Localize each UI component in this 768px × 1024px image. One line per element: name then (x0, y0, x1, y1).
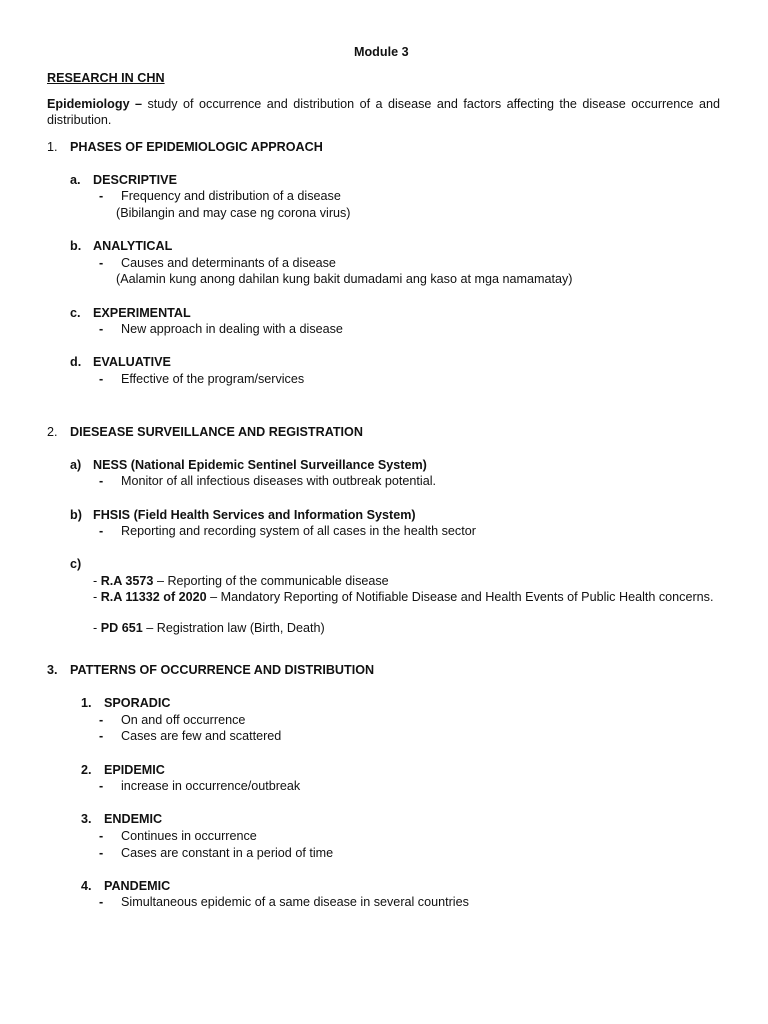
item-marker: d. (70, 355, 82, 369)
bullet-text: Effective of the program/services (121, 372, 305, 386)
bullet-dash: - (99, 524, 104, 538)
item-title: ANALYTICAL (93, 239, 173, 253)
item-note: (Bibilangin and may case ng corona virus) (116, 206, 351, 220)
item-marker: 1. (81, 696, 92, 710)
bullet-text: Frequency and distribution of a disease (121, 189, 341, 203)
item-title: NESS (National Epidemic Sentinel Surveillance System) (93, 458, 427, 472)
bullet-text: Causes and determinants of a disease (121, 256, 336, 270)
bullet-text: Reporting and recording system of all cases in the health sector (121, 524, 476, 538)
item-title: FHSIS (Field Health Services and Information System) (93, 508, 416, 522)
bullet-dash: - (99, 829, 104, 843)
law-entry: - R.A 11332 of 2020 – Mandatory Reporting of Notifiable Disease and Health Events of Public Health concerns. (93, 590, 714, 604)
law-entry: - PD 651 – Registration law (Birth, Death) (93, 621, 325, 635)
intro-term: Epidemiology – (47, 97, 143, 111)
intro-definition: study of occurrence and distribution of a disease and factors affecting the disease occurrence and distribution. (47, 97, 720, 127)
intro-paragraph (47, 96, 720, 128)
bullet-dash: - (99, 256, 104, 270)
bullet-dash: - (99, 474, 104, 488)
bullet-text: Cases are few and scattered (121, 729, 282, 743)
item-note: (Aalamin kung anong dahilan kung bakit dumadami ang kaso at mga namamatay) (116, 272, 573, 286)
law-name: PD 651 (100, 621, 143, 635)
bullet-text: Simultaneous epidemic of a same disease in several countries (121, 895, 469, 909)
item-marker: a) (70, 458, 82, 472)
bullet-text: On and off occurrence (121, 713, 246, 727)
item-marker: a. (70, 173, 81, 187)
bullet-dash: - (99, 846, 104, 860)
item-marker: c. (70, 306, 81, 320)
item-marker: 2. (81, 763, 92, 777)
law-name: R.A 11332 of 2020 (100, 590, 207, 604)
bullet-dash: - (99, 729, 104, 743)
bullet-dash: - (99, 189, 104, 203)
item-title: EVALUATIVE (93, 355, 171, 369)
section-1-number: 1. (47, 140, 58, 154)
section-3-number: 3. (47, 663, 58, 677)
law-name: R.A 3573 (100, 574, 154, 588)
item-title: ENDEMIC (104, 812, 163, 826)
bullet-text: Continues in occurrence (121, 829, 257, 843)
bullet-dash: - (99, 372, 104, 386)
bullet-dash: - (99, 779, 104, 793)
item-title: EPIDEMIC (104, 763, 165, 777)
item-marker: c) (70, 557, 82, 571)
bullet-text: Monitor of all infectious diseases with outbreak potential. (121, 474, 437, 488)
bullet-dash: - (99, 322, 104, 336)
item-marker: b) (70, 508, 82, 522)
bullet-text: increase in occurrence/outbreak (121, 779, 301, 793)
item-title: PANDEMIC (104, 879, 171, 893)
page-heading: RESEARCH IN CHN (47, 71, 165, 85)
section-3-title: PATTERNS OF OCCURRENCE AND DISTRIBUTION (70, 663, 375, 677)
section-1-title: PHASES OF EPIDEMIOLOGIC APPROACH (70, 140, 323, 154)
item-title: SPORADIC (104, 696, 171, 710)
item-marker: b. (70, 239, 82, 253)
law-entry: - R.A 3573 – Reporting of the communicable disease (93, 574, 389, 588)
section-2-title: DIESEASE SURVEILLANCE AND REGISTRATION (70, 425, 363, 439)
item-marker: 4. (81, 879, 92, 893)
bullet-dash: - (99, 895, 104, 909)
module-title: Module 3 (354, 45, 409, 59)
item-title: DESCRIPTIVE (93, 173, 177, 187)
item-title: EXPERIMENTAL (93, 306, 191, 320)
section-2-number: 2. (47, 425, 58, 439)
item-marker: 3. (81, 812, 92, 826)
bullet-text: Cases are constant in a period of time (121, 846, 334, 860)
bullet-text: New approach in dealing with a disease (121, 322, 343, 336)
bullet-dash: - (99, 713, 104, 727)
